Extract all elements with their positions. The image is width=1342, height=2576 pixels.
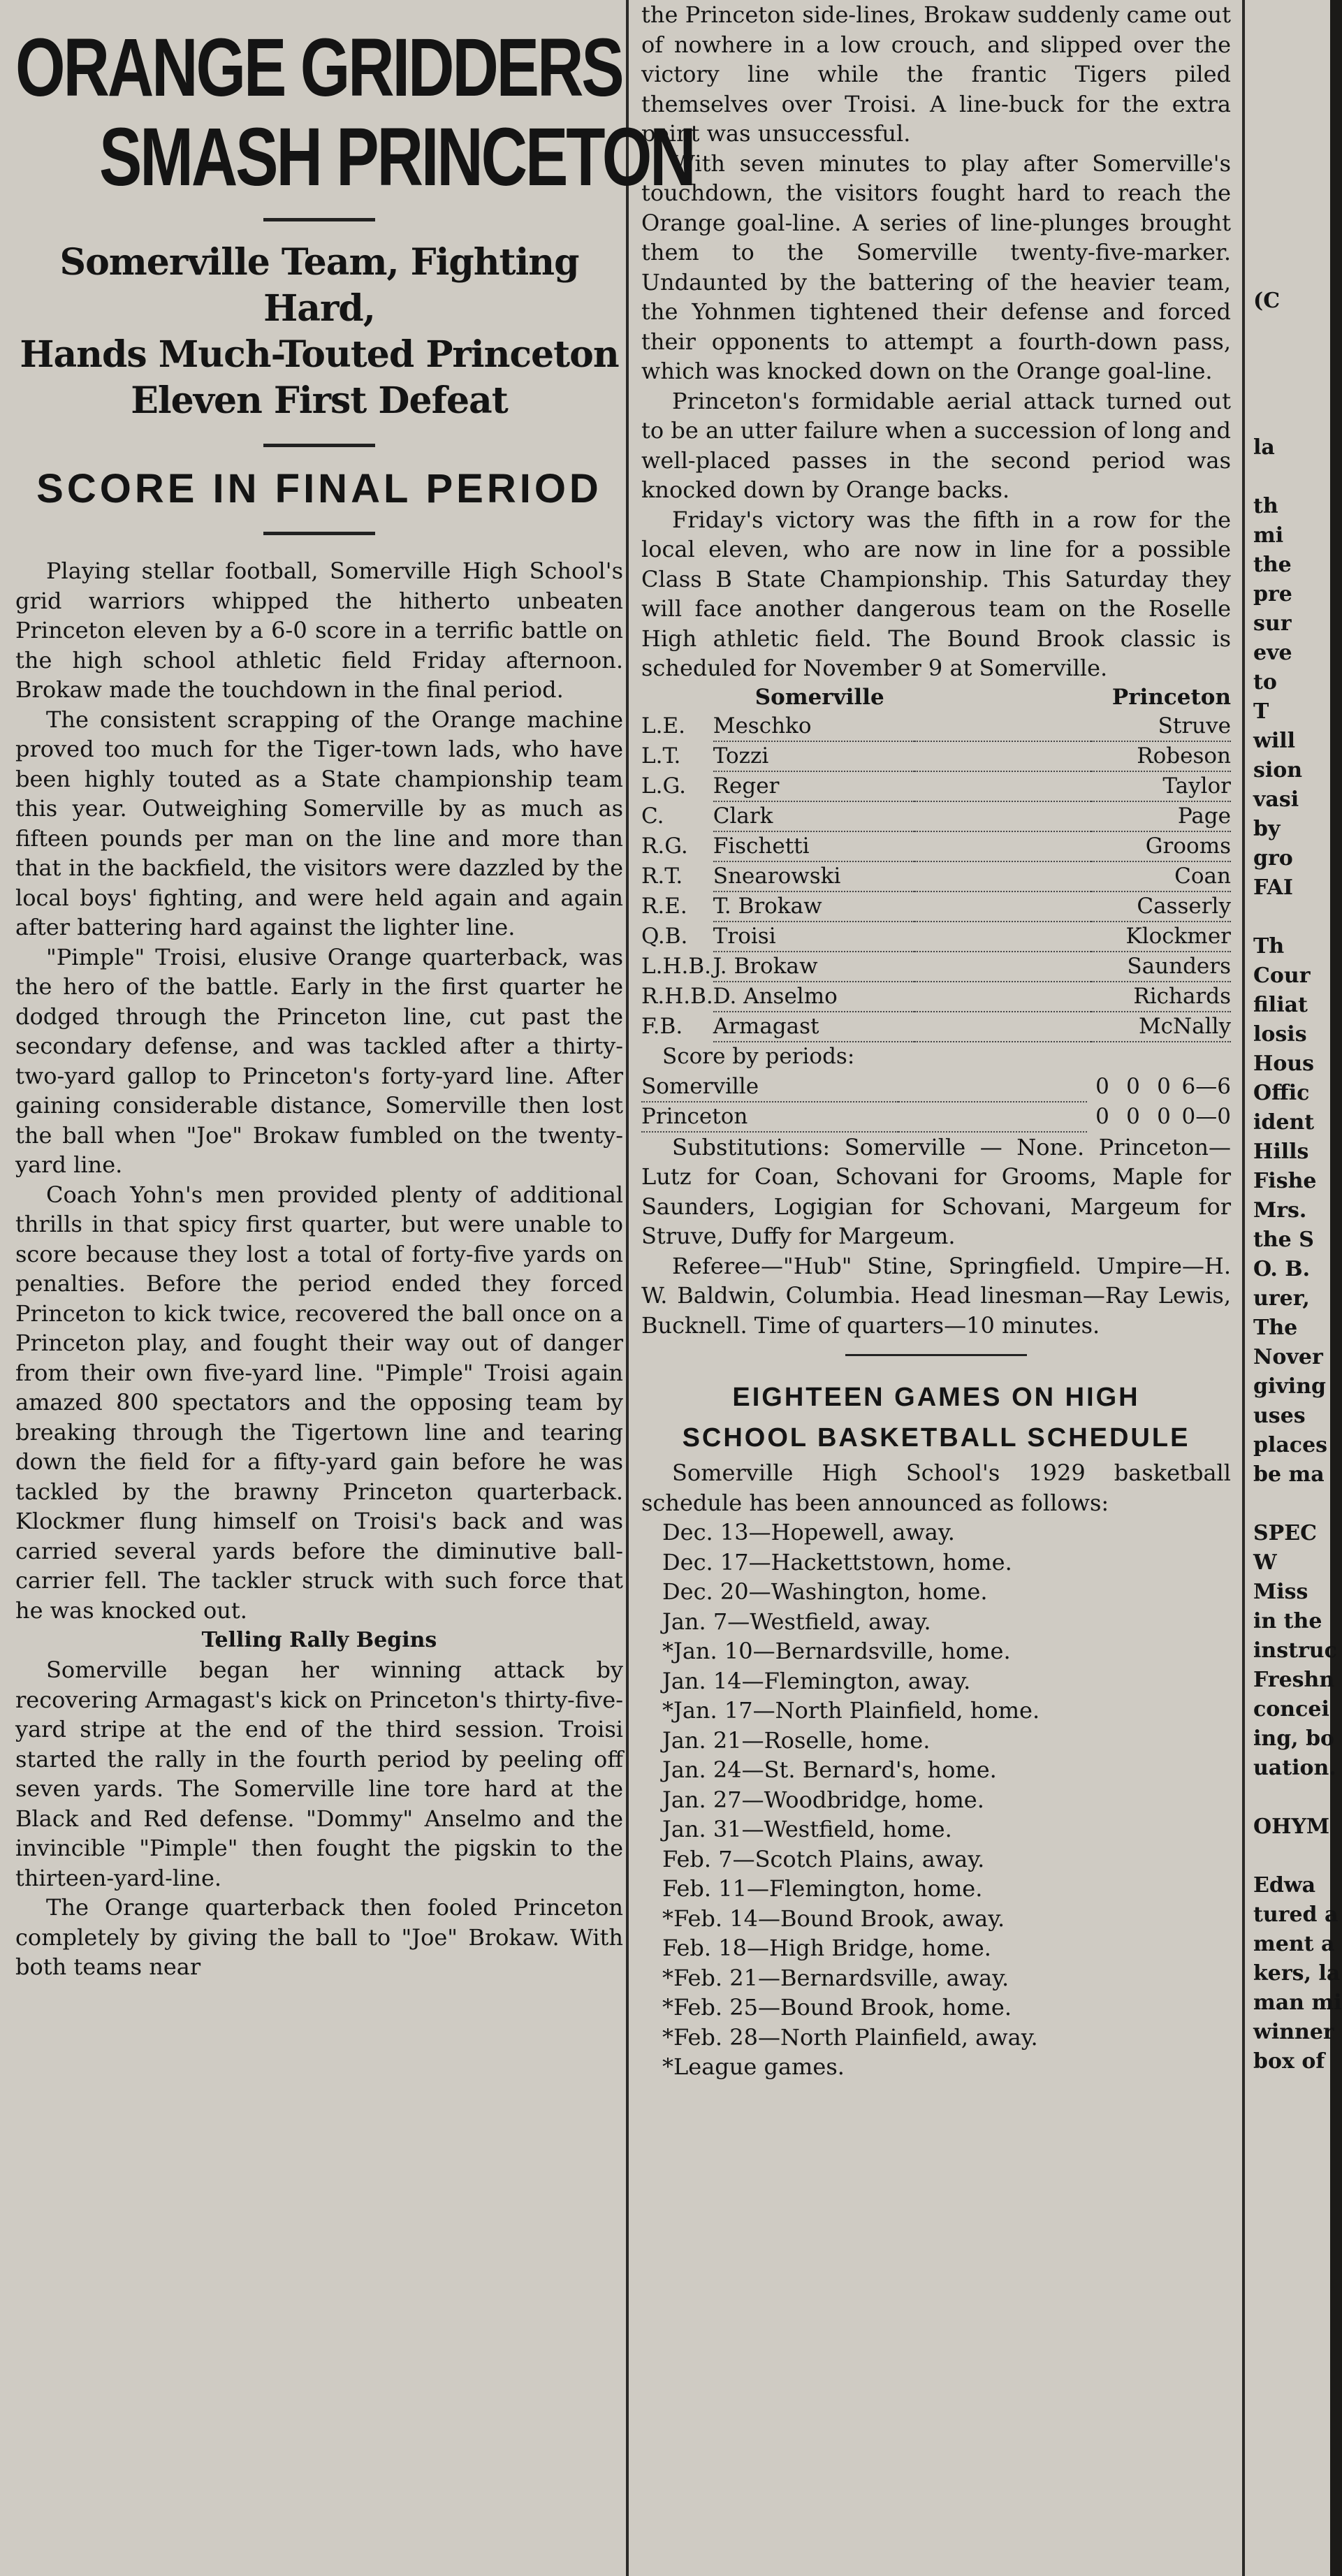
fragment-text [1253,903,1327,932]
fragment-text: instruc [1253,1638,1337,1663]
fragment-text: kers, la [1253,1961,1341,1986]
score-team: Princeton [641,1102,898,1132]
home-player: Tozzi [713,741,914,771]
schedule-item: Jan. 14—Flemington, away. [662,1667,971,1694]
fragment-text [1253,1842,1327,1871]
paragraph: Princeton's formidable aerial attack turned out to be an utter failure when a succession of long and well-placed passes in the second period was knocked down by Orange backs. [641,387,1231,503]
fragment-text: mi [1253,523,1284,548]
fragment-text: be ma [1253,1462,1325,1487]
home-player: T. Brokaw [713,892,914,922]
paragraph: Friday's victory was the fifth in a row for the local eleven, who are now in line for a possible Class B State Championship. This Saturday they will face another dangerous team on the Roselle High athletic field. The Bound Brook classic is scheduled for November 9 at Somerville. [641,506,1231,681]
away-player: Saunders [1091,952,1231,982]
score-label: Score by periods: [662,1043,855,1069]
home-player: Troisi [713,922,914,952]
away-player: Klockmer [1091,922,1231,952]
position: R.E. [641,893,687,919]
paragraph: The Orange quarterback then fooled Princeton completely by giving the ball to "Joe" Brokaw. With both teams near [15,1894,623,1980]
paragraph: Coach Yohn's men provided plenty of additional thrills in that spicy first quarter, but were unable to score because they lost a total of forty-five yards on penalties. Before the period ended they forced Princeton to kick twice, recovered the ball once on a Princeton play, and fought their way out of danger from their own five-yard line. "Pimple" Troisi again amazed 800 spectators and the opposing team by breaking through the Tigertown line and tearing down the field for a fifty-yard gain before he was tackled by the brawny Princeton quarterback. Klockmer flung himself on Troisi's back and was carried several yards before the diminutive ball-carrier fell. The tackler struck with such force that he was knocked out. [15,1181,623,1624]
article-column-middle [629,0,1243,2576]
period-score: 0 [1126,1103,1140,1129]
divider [845,1354,1027,1356]
fragment-text: eve [1253,641,1292,665]
lineup-header [641,683,1231,712]
paragraph: Somerville began her winning attack by recovering Armagast's kick on Princeton's thirty-five-yard stripe at the end of the third session. Troisi started the rally in the fourth period by peeling off seven yards. The Somerville line tore hard at the Black and Red defense. "Dommy" Anselmo and the invincible "Pimple" then fought the pigskin to the thirteen-yard-line. [15,1657,623,1891]
fragment-text [1253,1783,1327,1812]
home-player: Armagast [713,1012,914,1042]
fragment-text: FAI [1253,875,1293,900]
fragment-text: SPEC [1253,1521,1317,1545]
fragment-text [1253,316,1327,345]
position: R.T. [641,863,683,889]
home-team-header: Somerville [754,684,884,710]
fragment-text: by [1253,817,1281,841]
position: Q.B. [641,923,688,949]
fragment-text: vasi [1253,787,1299,812]
score-by-periods [641,1072,1231,1133]
paragraph: the Princeton side-lines, Brokaw suddenly came out of nowhere in a low crouch, and slipped over the victory line while the frantic Tigers piled themselves over Troisi. A line-buck for the extra point was unsuccessful. [641,1,1231,147]
crosshead: Telling Rally Begins [201,1628,437,1652]
paragraph: "Pimple" Troisi, elusive Orange quarterback, was the hero of the battle. Early in the first quarter he dodged through the Princeton line, cut past the secondary defense, and was tackled after a thirty-two-yard gallop to Princeton's forty-yard line. After gaining considerable distance, Somerville then lost the ball when "Joe" Brokaw fumbled on the twenty-yard line. [15,943,623,1178]
divider [263,218,375,221]
lineup-row [641,1012,1231,1042]
fragment-text: Fishe [1253,1169,1317,1193]
fragment-text: Edwa [1253,1873,1316,1898]
fragment-text: ment a [1253,1932,1335,1956]
lineup-row [641,712,1231,741]
schedule-item: *Jan. 10—Bernardsville, home. [662,1638,1011,1664]
dek-line-2: Hands Much-Touted Princeton [20,333,619,376]
position: L.T. [641,743,681,769]
fragment-text [1253,404,1327,433]
schedule-item: Jan. 27—Woodbridge, home. [662,1786,984,1813]
fragment-text: gro [1253,846,1293,871]
substitutions: Substitutions: Somerville — None. Princeton—Lutz for Coan, Schovani for Grooms, Maple for Saunders, Logigian for Schovani, Margeum for Struve, Duffy for Margeum. [641,1133,1231,1249]
fragment-text: uses [1253,1404,1306,1428]
basketball-intro: Somerville High School's 1929 basketball schedule has been announced as follows: [641,1460,1231,1516]
away-player: Coan [1091,861,1231,892]
fragment-text [1253,345,1327,374]
headline-line-1: ORANGE GRIDDERS [15,22,622,114]
away-player: Casserly [1091,892,1231,922]
fragment-text: Cour [1253,963,1311,988]
position: L.G. [641,773,686,799]
fragment-text: Th [1253,934,1285,959]
schedule-item: *Feb. 21—Bernardsville, away. [662,1964,1009,1991]
fragment-text [1253,169,1327,198]
schedule-item: Jan. 24—St. Bernard's, home. [662,1756,997,1783]
fragment-text [1253,198,1327,228]
position: L.E. [641,713,685,738]
divider [263,532,375,535]
schedule-item: Jan. 7—Westfield, away. [662,1608,931,1635]
officials: Referee—"Hub" Stine, Springfield. Umpire—H. W. Baldwin, Columbia. Head linesman—Ray Lewis, Bucknell. Time of quarters—10 minutes. [641,1252,1231,1339]
fragment-text: filiat [1253,993,1308,1017]
fragment-text: box of [1253,2049,1325,2074]
subheadline: SCORE IN FINAL PERIOD [36,466,602,511]
fragment-text: winner [1253,2020,1334,2044]
fragment-text: Nover [1253,1345,1323,1369]
position: L.H.B. [641,953,711,979]
period-score: 0—0 [1181,1103,1231,1129]
fragment-text: (C [1253,289,1281,313]
period-score: 6—6 [1181,1074,1231,1099]
schedule-item: Dec. 13—Hopewell, away. [662,1519,955,1545]
position: F.B. [641,1013,683,1039]
schedule-list [641,1518,1231,2082]
schedule-item: *Feb. 25—Bound Brook, home. [662,1994,1012,2021]
schedule-item: *Feb. 28—North Plainfield, away. [662,2023,1038,2051]
schedule-item: Feb. 18—High Bridge, home. [662,1935,991,1961]
away-player: Taylor [1091,771,1231,801]
schedule-item: Jan. 21—Roselle, home. [662,1726,931,1754]
fragment-text: Hills [1253,1140,1309,1164]
headline-line-2: SMASH PRINCETON [99,111,694,203]
fragment-text: Mrs. [1253,1198,1307,1223]
fragment-text: tured a [1253,1902,1339,1927]
schedule-item: Dec. 20—Washington, home. [662,1578,988,1605]
fragment-text [1253,1490,1327,1519]
fragment-text: urer, [1253,1286,1310,1311]
fragment-text: sur [1253,611,1292,636]
home-player: Reger [713,771,914,801]
fragment-text: places [1253,1433,1328,1457]
lineup-row [641,922,1231,952]
home-player: D. Anselmo [713,982,914,1012]
position: C. [641,803,664,829]
paragraph: With seven minutes to play after Somerville's touchdown, the visitors fought hard to reach the Orange goal-line. A series of line-plunges brought them to the Somerville twenty-five-marker. Undaunted by the battering of the heavier team, the Yohnmen tightened their defense and forced their opponents to attempt a fourth-down pass, which was knocked down on the Orange goal-line. [641,150,1231,384]
fragment-text: giving [1253,1374,1326,1399]
dek-line-1: Somerville Team, Fighting Hard, [59,241,579,330]
lineup-row [641,831,1231,861]
lineup-row [641,741,1231,771]
period-score: 0 [1157,1074,1171,1099]
away-player: Robeson [1091,741,1231,771]
fragment-text: th [1253,494,1278,518]
lineup-table [641,683,1231,1042]
lineup-row [641,801,1231,831]
period-score: 0 [1126,1074,1140,1099]
schedule-item: Jan. 31—Westfield, home. [662,1816,952,1842]
fragment-text: pre [1253,582,1292,606]
fragment-text: Freshn [1253,1668,1335,1692]
fragment-text: Hous [1253,1051,1315,1076]
paragraph: The consistent scrapping of the Orange machine proved too much for the Tiger-town lads, who have been highly touted as a State championship team this year. Outweighing Somerville by as much as fifteen pounds per man on the line and more than that in the backfield, the visitors were dazzled by the local boys' fighting, and were held again and again after battering hard against the lighter line. [15,706,623,940]
away-player: Grooms [1091,831,1231,861]
home-player: Clark [713,801,914,831]
fragment-text [1253,463,1327,492]
lineup-row [641,982,1231,1012]
away-player: Richards [1091,982,1231,1012]
fragment-text: uation. [1253,1756,1336,1780]
lineup-row [641,861,1231,892]
home-player: Fischetti [713,831,914,861]
fragment-text [1253,374,1327,404]
dek-line-3: Eleven First Defeat [131,379,508,422]
lineup-row [641,771,1231,801]
fragment-text: the S [1253,1228,1314,1252]
period-score: 0 [1095,1074,1109,1099]
fragment-text: man mi [1253,1991,1342,2015]
score-row [641,1072,1231,1102]
score-team: Somerville [641,1072,898,1102]
position: R.G. [641,833,688,859]
away-player: Page [1091,801,1231,831]
fragment-text: ident [1253,1110,1315,1135]
fragment-text: in the [1253,1609,1322,1633]
home-player: Snearowski [713,861,914,892]
fragment-text: will [1253,729,1296,753]
away-team-header: Princeton [1111,684,1231,710]
period-score: 0 [1095,1103,1109,1129]
fragment-text: O. B. [1253,1257,1311,1281]
fragment-text: sion [1253,758,1303,783]
fragment-text [1253,228,1327,257]
fragment-text: concei [1253,1697,1329,1722]
fragment-text [1253,140,1327,169]
fragment-text: Miss [1253,1580,1308,1604]
schedule-item: Dec. 17—Hackettstown, home. [662,1548,1012,1576]
fragment-text: OHYM [1253,1814,1330,1839]
basketball-headline-2: SCHOOL BASKETBALL SCHEDULE [682,1423,1190,1453]
basketball-headline-1: EIGHTEEN GAMES ON HIGH [732,1383,1140,1412]
schedule-item: Feb. 7—Scotch Plains, away. [662,1845,985,1872]
period-score: 0 [1157,1103,1171,1129]
away-player: Struve [1091,712,1231,741]
fragment-text: to [1253,670,1277,694]
fragment-text: the [1253,553,1292,577]
adjacent-column-fragment [1245,0,1342,2576]
home-player: J. Brokaw [713,952,914,982]
schedule-item: *Jan. 17—North Plainfield, home. [662,1697,1040,1724]
position: R.H.B. [641,983,713,1009]
paragraph: Playing stellar football, Somerville High School's grid warriors whipped the hitherto unbeaten Princeton eleven by a 6-0 score in a terrific battle on the high school athletic field Friday afternoon. Brokaw made the touchdown in the final period. [15,558,623,703]
fragment-text: The [1253,1316,1298,1340]
fragment-text: W [1253,1550,1277,1575]
fragment-text: losis [1253,1022,1307,1047]
schedule-item: *League games. [662,2053,845,2080]
fragment-text: ing, bo [1253,1726,1335,1751]
lineup-row [641,892,1231,922]
score-row [641,1102,1231,1132]
lineup-row [641,952,1231,982]
fragment-text [1253,257,1327,286]
fragment-text: la [1253,435,1275,460]
divider [263,444,375,447]
away-player: McNally [1091,1012,1231,1042]
schedule-item: *Feb. 14—Bound Brook, away. [662,1905,1005,1932]
home-player: Meschko [713,712,914,741]
fragment-text: Offic [1253,1081,1310,1105]
fragment-text: T [1253,699,1269,724]
schedule-item: Feb. 11—Flemington, home. [662,1875,983,1902]
